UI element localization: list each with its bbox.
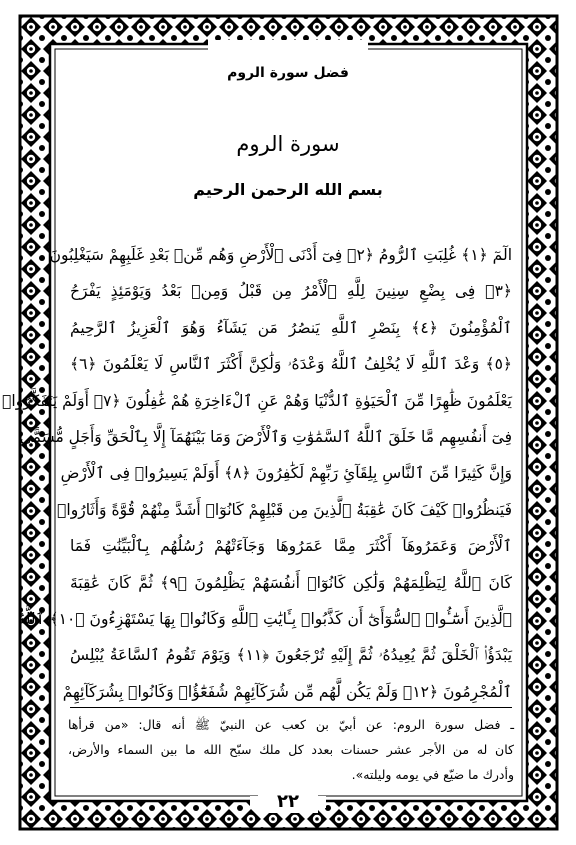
page-header-title: فضل سورة الروم — [216, 62, 360, 84]
verse-line: يَعْلَمُونَ ظَٰهِرًا مِّنَ ٱلْحَيَوٰةِ ٱلدُّنْيَا وَهُمْ عَنِ ٱلْءَاخِرَةِ هُمْ غَٰفِلُونَ ﴿٧﴾ أَوَلَمْ يَتَفَكَّرُوا۟ — [2, 391, 512, 410]
verse-line: الٓمٓ ﴿١﴾ غُلِبَتِ ٱلرُّومُ ﴿٢﴾ فِىٓ أَدْنَى ٱلْأَرْضِ وَهُم مِّنۢ بَعْدِ غَلَبِهِمْ سَيَغْلِبُونَ — [49, 246, 512, 264]
quran-text — [2, 237, 513, 710]
verse-line: كَانَ ٱللَّهُ لِيَظْلِمَهُمْ وَلَٰكِن كَانُوٓا۟ أَنفُسَهُمْ يَظْلِمُونَ ﴿٩﴾ ثُمَّ كَانَ عَٰقِبَةَ — [70, 573, 512, 592]
verse-line: وَإِنَّ كَثِيرًا مِّنَ ٱلنَّاسِ بِلِقَآئِ رَبِّهِمْ لَكَٰفِرُونَ ﴿٨﴾ أَوَلَمْ يَسِيرُوا۟ فِى ٱلْأَرْضِ — [60, 464, 512, 483]
verse-line: ٱلَّذِينَ أَسَٰٓـُٔوا۟ ٱلسُّوٓأَىٰٓ أَن كَذَّبُوا۟ بِـَٔايَٰتِ ٱللَّهِ وَكَانُوا۟ بِهَا يَسْتَهْزِءُونَ ﴿١٠﴾ ٱللَّهُ — [17, 609, 512, 628]
verse-line: فَيَنظُرُوا۟ كَيْفَ كَانَ عَٰقِبَةُ ٱلَّذِينَ مِن قَبْلِهِمْ كَانُوٓا۟ أَشَدَّ مِنْهُمْ قُوَّةً وَأَثَارُوا۟ — [57, 500, 512, 519]
verse-line: ٱلْمُجْرِمُونَ ﴿١٢﴾ وَلَمْ يَكُن لَّهُم مِّن شُرَكَآئِهِمْ شُفَعَٰٓؤُا۟ وَكَانُوا۟ بِشُرَكَآئِهِمْ — [62, 682, 512, 701]
verse-line: ﴿٣﴾ فِى بِضْعِ سِنِينَ لِلَّهِ ٱلْأَمْرُ مِن قَبْلُ وَمِنۢ بَعْدُ وَيَوْمَئِذٍ يَفْرَحُ — [70, 282, 512, 301]
separator-rule — [70, 707, 512, 708]
verse-line: ﴿٥﴾ وَعْدَ ٱللَّهِ لَا يُخْلِفُ ٱللَّهُ وَعْدَهُۥ وَلَٰكِنَّ أَكْثَرَ ٱلنَّاسِ لَا يَعْلَمُونَ ﴿٦﴾ — [70, 355, 512, 374]
page-number: ٢٢ — [258, 791, 318, 813]
virtue-line: كان له من الأجر عشر حسنات بعدد كل ملك سبّح الله ما بين السماء والأرض، — [68, 742, 514, 757]
virtue-line: ـ فضل سورة الروم: عن أبيّ بن كعب عن النبيّ ﷺ أنه قال: «من قرأها — [68, 717, 514, 732]
virtue-note — [68, 712, 514, 787]
verse-line: يَبْدَؤُا۟ ٱلْخَلْقَ ثُمَّ يُعِيدُهُۥ ثُمَّ إِلَيْهِ تُرْجَعُونَ ﴿١١﴾ وَيَوْمَ تَقُومُ ٱلسَّاعَةُ يُبْلِسُ — [70, 646, 513, 665]
verse-line: ٱلْأَرْضَ وَعَمَرُوهَآ أَكْثَرَ مِمَّا عَمَرُوهَا وَجَآءَتْهُمْ رُسُلُهُم بِٱلْبَيِّنَٰتِ فَمَا — [70, 537, 512, 556]
surah-title: سورة الروم — [236, 132, 340, 156]
verse-line: فِىٓ أَنفُسِهِم مَّا خَلَقَ ٱللَّهُ ٱلسَّمَٰوَٰتِ وَٱلْأَرْضَ وَمَا بَيْنَهُمَآ إِلَّا بِٱلْحَقِّ وَأَجَلٍ مُّسَمًّى — [19, 427, 512, 446]
basmala: بسم الله الرحمن الرحيم — [193, 180, 383, 199]
verse-line: ٱلْمُؤْمِنُونَ ﴿٤﴾ بِنَصْرِ ٱللَّهِ يَنصُرُ مَن يَشَآءُ وَهُوَ ٱلْعَزِيزُ ٱلرَّحِيمُ — [70, 318, 512, 337]
virtue-line: وأدرك ما ضيّع في يومه وليلته». — [351, 767, 514, 782]
